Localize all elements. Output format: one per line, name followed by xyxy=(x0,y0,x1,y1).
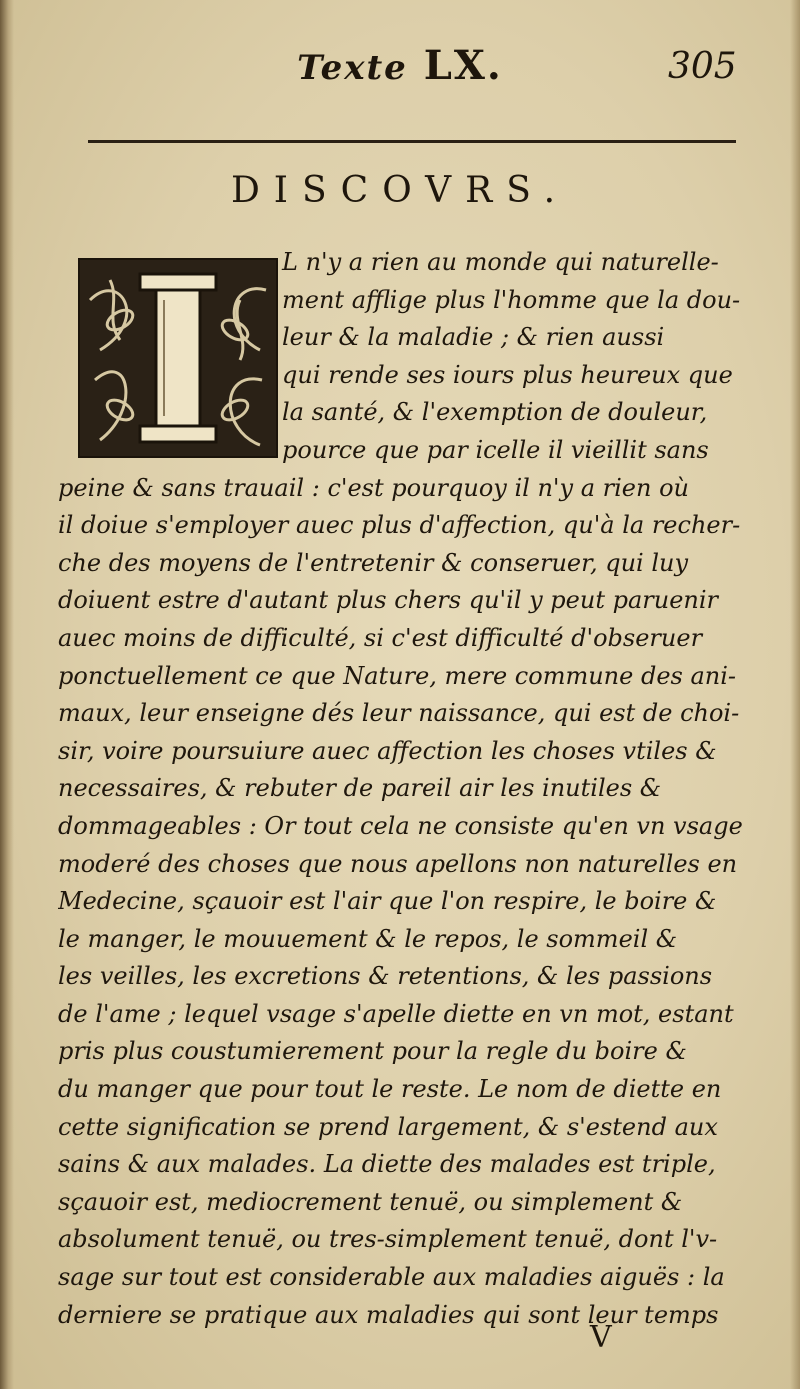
text-line: de l'ame ; lequel vsage s'apelle diette en vn mot, estant xyxy=(58,999,734,1028)
text-line: sir, voire poursuiure auec affection les choses vtiles & xyxy=(58,736,717,765)
text-line: ment afflige plus l'homme que la dou- xyxy=(282,285,741,314)
body-text xyxy=(58,244,748,1334)
text-line: le manger, le mouuement & le repos, le sommeil & xyxy=(58,924,678,953)
running-title-word: Texte xyxy=(297,48,408,88)
running-title-numeral: LX. xyxy=(407,42,503,89)
text-line: la santé, & l'exemption de douleur, xyxy=(282,398,708,427)
text-line: peine & sans trauail : c'est pourquoy il n'y a rien où xyxy=(58,473,689,502)
text-line: sains & aux malades. La diette des malades est triple, xyxy=(58,1150,716,1179)
text-line: Medecine, sçauoir est l'air que l'on respire, le boire & xyxy=(58,887,717,916)
text-line: ponctuellement ce que Nature, mere commune des ani- xyxy=(58,661,737,690)
text-line: L n'y a rien au monde qui naturelle- xyxy=(282,248,719,276)
text-line: necessaires, & rebuter de pareil air les inutiles & xyxy=(58,774,662,803)
text-line: che des moyens de l'entretenir & conseruer, qui luy xyxy=(58,548,689,577)
text-line: sçauoir est, mediocrement tenuë, ou simplement & xyxy=(58,1187,683,1216)
text-line: il doiue s'employer auec plus d'affection, qu'à la recher- xyxy=(58,511,741,540)
text-line: cette signification se prend largement, & s'estend aux xyxy=(58,1112,718,1141)
text-line: dommageables : Or tout cela ne consiste qu'en vn vsage xyxy=(58,811,743,840)
text-line: leur & la maladie ; & rien aussi xyxy=(282,323,665,352)
signature-mark: V xyxy=(590,1320,612,1355)
header-rule xyxy=(88,140,736,143)
text-line: doiuent estre d'autant plus chers qu'il y peut paruenir xyxy=(58,586,719,615)
text-line: du manger que pour tout le reste. Le nom de diette en xyxy=(58,1075,722,1104)
text-line: sage sur tout est considerable aux maladies aiguës : la xyxy=(58,1263,725,1292)
text-line: pource que par icelle il vieillit sans xyxy=(282,435,709,464)
text-line: pris plus coustumierement pour la regle du boire & xyxy=(58,1037,687,1066)
text-line: derniere se pratique aux maladies qui sont leur temps xyxy=(58,1300,719,1329)
text-line: absolument tenuë, ou tres-simplement tenuë, dont l'v- xyxy=(58,1225,718,1254)
text-line: les veilles, les excretions & retentions, & les passions xyxy=(58,962,713,991)
text-line: auec moins de difficulté, si c'est difficulté d'obseruer xyxy=(58,623,703,652)
section-heading: DISCOVRS. xyxy=(230,170,570,211)
text-line: maux, leur enseigne dés leur naissance, qui est de choi- xyxy=(58,699,740,728)
text-line: qui rende ses iours plus heureux que xyxy=(282,360,733,389)
text-line: moderé des choses que nous apellons non naturelles en xyxy=(58,849,738,878)
page-number: 305 xyxy=(668,46,737,87)
